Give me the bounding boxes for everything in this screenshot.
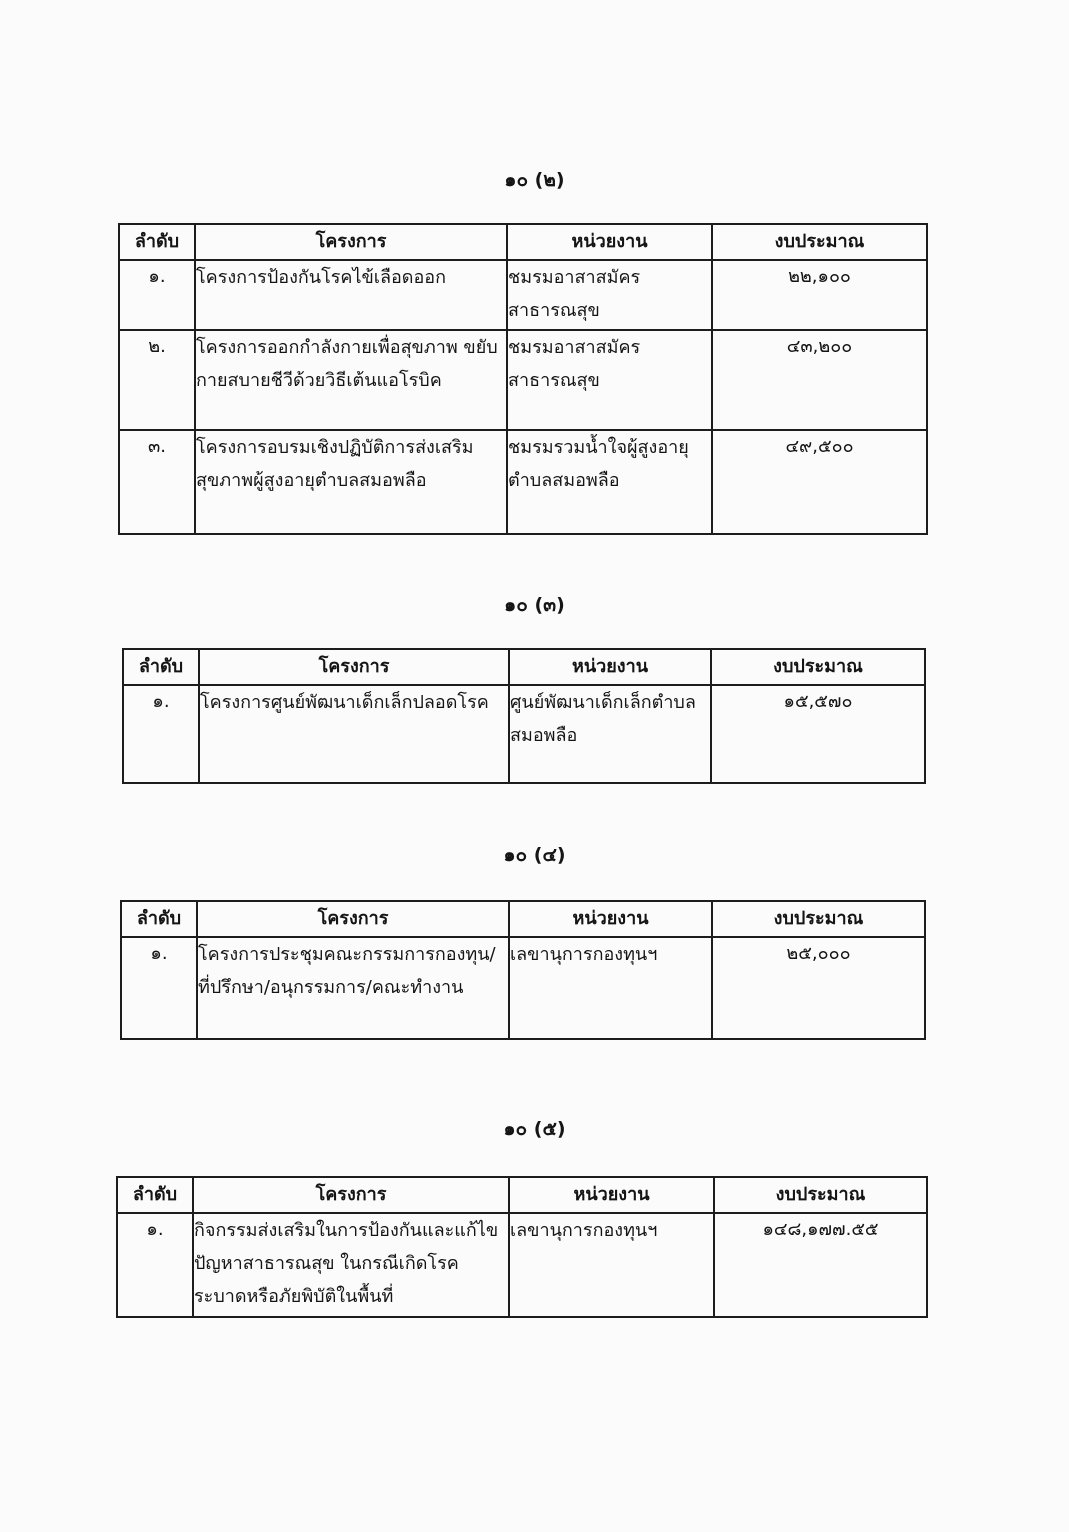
agency-name: ชมรมอาสาสมัคร สาธารณสุข xyxy=(507,330,712,430)
column-header-project: โครงการ xyxy=(193,1177,509,1213)
column-header-unit: หน่วยงาน xyxy=(507,224,712,260)
column-header-unit: หน่วยงาน xyxy=(509,1177,714,1213)
project-name: กิจกรรมส่งเสริมในการป้องกันและแก้ไข ปัญหาสาธารณสุข ในกรณีเกิดโรค ระบาดหรือภัยพิบัติในพื้นที่ xyxy=(193,1213,509,1317)
column-header-order: ลำดับ xyxy=(121,901,197,937)
budget-amount: ๒๕,๐๐๐ xyxy=(712,937,925,1039)
budget-amount: ๑๔๘,๑๗๗.๕๕ xyxy=(714,1213,927,1317)
table-header-row xyxy=(121,901,925,937)
agency-name: ศูนย์พัฒนาเด็กเล็กตำบล สมอพลือ xyxy=(509,685,711,783)
column-header-project: โครงการ xyxy=(195,224,507,260)
budget-amount: ๔๓,๒๐๐ xyxy=(712,330,927,430)
row-number: ๒. xyxy=(119,330,195,430)
budget-amount: ๔๙,๕๐๐ xyxy=(712,430,927,534)
budget-amount: ๑๕,๕๗๐ xyxy=(711,685,925,783)
project-name: โครงการประชุมคณะกรรมการกองทุน/ ที่ปรึกษา/อนุกรรมการ/คณะทำงาน xyxy=(197,937,509,1039)
column-header-unit: หน่วยงาน xyxy=(509,649,711,685)
row-number: ๑. xyxy=(119,260,195,330)
table-header-row xyxy=(123,649,925,685)
budget-table xyxy=(118,223,928,535)
budget-table xyxy=(120,900,926,1040)
project-name: โครงการออกกำลังกายเพื่อสุขภาพ ขยับ กายสบายชีวีด้วยวิธีเต้นแอโรบิค xyxy=(195,330,507,430)
section-heading: ๑๐ (๒) xyxy=(504,169,565,191)
agency-name: ชมรมอาสาสมัคร สาธารณสุข xyxy=(507,260,712,330)
table-row xyxy=(119,260,927,330)
table-header-row xyxy=(117,1177,927,1213)
budget-amount: ๒๒,๑๐๐ xyxy=(712,260,927,330)
project-name: โครงการอบรมเชิงปฏิบัติการส่งเสริม สุขภาพผู้สูงอายุตำบลสมอพลือ xyxy=(195,430,507,534)
column-header-order: ลำดับ xyxy=(117,1177,193,1213)
budget-table xyxy=(116,1176,928,1318)
section-heading: ๑๐ (๓) xyxy=(504,594,565,616)
row-number: ๓. xyxy=(119,430,195,534)
agency-name: เลขานุการกองทุนฯ xyxy=(509,937,712,1039)
row-number: ๑. xyxy=(121,937,197,1039)
table-row xyxy=(119,330,927,430)
row-number: ๑. xyxy=(117,1213,193,1317)
column-header-project: โครงการ xyxy=(197,901,509,937)
project-name: โครงการป้องกันโรคไข้เลือดออก xyxy=(195,260,507,330)
table-header-row xyxy=(119,224,927,260)
column-header-budget: งบประมาณ xyxy=(711,649,925,685)
table-row xyxy=(119,430,927,534)
column-header-order: ลำดับ xyxy=(123,649,199,685)
column-header-budget: งบประมาณ xyxy=(714,1177,927,1213)
table-row xyxy=(121,937,925,1039)
column-header-order: ลำดับ xyxy=(119,224,195,260)
table-row xyxy=(123,685,925,783)
project-name: โครงการศูนย์พัฒนาเด็กเล็กปลอดโรค xyxy=(199,685,509,783)
column-header-unit: หน่วยงาน xyxy=(509,901,712,937)
section-heading: ๑๐ (๔) xyxy=(503,844,566,866)
column-header-project: โครงการ xyxy=(199,649,509,685)
row-number: ๑. xyxy=(123,685,199,783)
agency-name: ชมรมรวมน้ำใจผู้สูงอายุ ตำบลสมอพลือ xyxy=(507,430,712,534)
agency-name: เลขานุการกองทุนฯ xyxy=(509,1213,714,1317)
section-heading: ๑๐ (๕) xyxy=(503,1118,566,1140)
column-header-budget: งบประมาณ xyxy=(712,901,925,937)
column-header-budget: งบประมาณ xyxy=(712,224,927,260)
table-row xyxy=(117,1213,927,1317)
budget-table xyxy=(122,648,926,784)
